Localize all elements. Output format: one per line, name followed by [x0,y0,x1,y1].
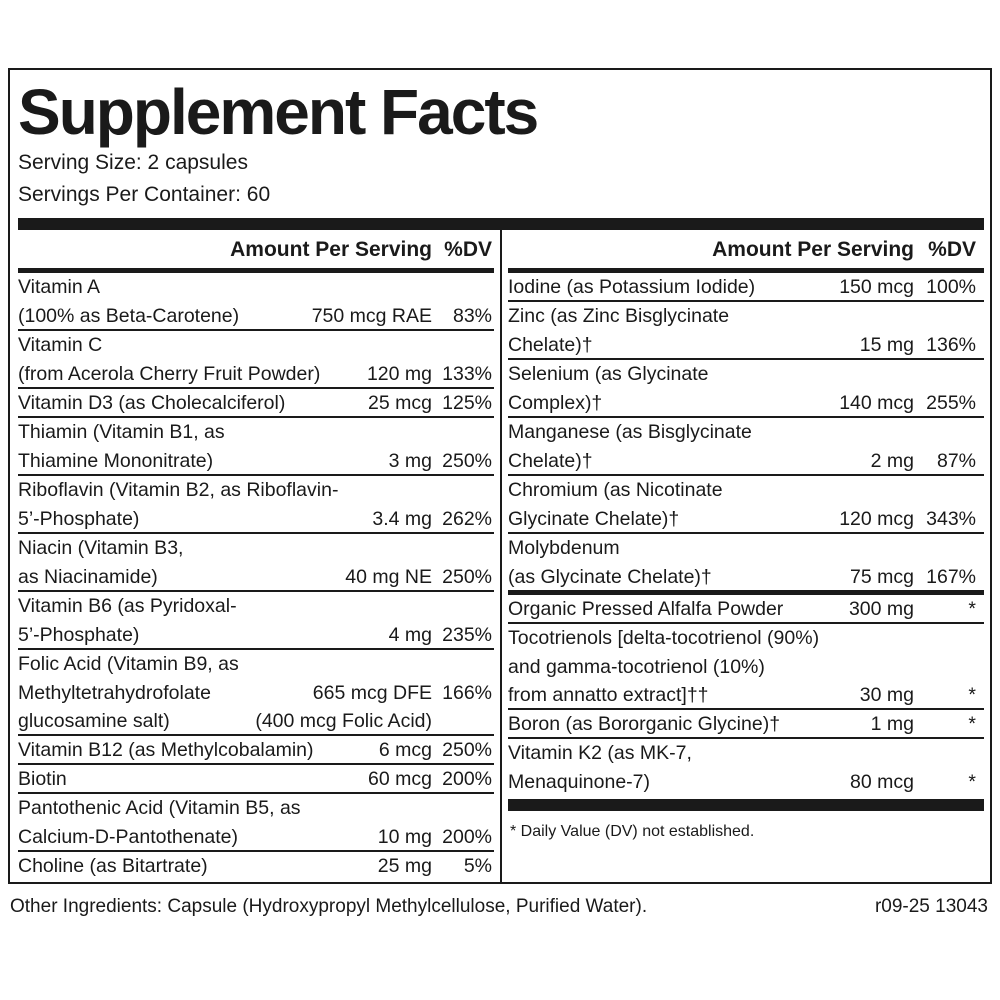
nutrient-name: Folic Acid (Vitamin B9, as [18,653,239,675]
nutrient-name: Pantothenic Acid (Vitamin B5, as [18,797,301,819]
nutrient-name: 5’-Phosphate) [18,507,140,530]
nutrient-dv: * [968,598,976,620]
nutrient-name: and gamma-tocotrienol (10%) [508,655,765,678]
right-column-header [508,236,984,268]
nutrient-amount: 665 mcg DFE [312,681,432,704]
nutrient-name: Manganese (as Bisglycinate [508,421,752,443]
nutrient-name: Calcium-D-Pantothenate) [18,825,239,848]
nutrient-name: Iodine (as Potassium Iodide) [508,276,756,298]
nutrient-name: Choline (as Bitartrate) [18,855,208,877]
nutrient-name: Vitamin C [18,334,103,356]
nutrient-amount: 40 mg NE [345,565,432,588]
panel-title: Supplement Facts [18,76,538,148]
nutrient-name: Zinc (as Zinc Bisglycinate [508,305,730,327]
nutrient-row [18,794,494,852]
nutrient-dv: 167% [926,565,976,588]
nutrient-amount: 300 mg [848,598,914,620]
nutrient-name: 5’-Phosphate) [18,623,140,646]
nutrient-amount: 3 mg [388,449,432,472]
nutrient-amount: 3.4 mg [372,507,432,530]
nutrient-name: (from Acerola Cherry Fruit Powder) [18,362,321,385]
nutrient-name: Riboflavin (Vitamin B2, as Riboflavin- [18,479,339,501]
nutrient-amount: 120 mg [366,362,432,385]
dv-header: %DV [444,238,492,261]
nutrient-name: as Niacinamide) [18,565,158,588]
nutrient-dv: 235% [442,623,492,646]
nutrient-row [508,273,984,302]
nutrient-dv: 100% [926,276,976,298]
column-divider [500,218,502,882]
nutrient-amount: 750 mcg RAE [311,304,432,327]
dv-header: %DV [928,238,976,261]
nutrient-dv: 255% [926,391,976,414]
nutrient-name: Vitamin B6 (as Pyridoxal- [18,595,237,617]
nutrient-row [18,592,494,650]
left-column-header [18,236,494,268]
nutrient-row [508,534,984,592]
serving-size: Serving Size: 2 capsules [18,151,248,174]
nutrient-dv: 250% [442,565,492,588]
nutrient-amount: 75 mcg [850,565,914,588]
nutrient-name: Organic Pressed Alfalfa Powder [508,598,784,620]
nutrient-name: Tocotrienols [delta-tocotrienol (90%) [508,627,820,649]
product-code: r09-25 13043 [874,896,988,917]
nutrient-amount: 15 mg [859,333,914,356]
nutrient-dv: 166% [442,681,492,704]
nutrient-name: Vitamin B12 (as Methylcobalamin) [18,739,314,761]
nutrient-amount: 120 mcg [839,507,914,530]
nutrient-dv: 250% [442,449,492,472]
nutrient-name: glucosamine salt) [18,710,170,733]
nutrient-dv: 262% [442,507,492,530]
nutrient-name: (100% as Beta-Carotene) [18,304,240,327]
nutrient-row [18,852,494,881]
nutrient-amount: 80 mcg [850,770,914,793]
nutrient-name: Vitamin A [18,276,101,298]
nutrient-name: (as Glycinate Chelate)† [508,565,712,588]
nutrient-dv: * [968,684,976,707]
nutrient-name: Methyltetrahydrofolate [18,681,211,704]
nutrient-row [18,650,494,736]
nutrient-amount: 4 mg [388,623,432,646]
nutrient-name: Vitamin K2 (as MK-7, [508,742,692,764]
nutrient-row [18,534,494,592]
nutrient-dv: 5% [463,855,492,877]
nutrient-dv: 200% [442,768,492,790]
nutrient-dv: 125% [442,392,492,414]
nutrient-row [508,739,984,797]
nutrient-dv: 87% [936,449,976,472]
nutrient-row [18,765,494,794]
servings-per-container: Servings Per Container: 60 [18,183,271,206]
supplement-facts-panel [8,68,992,884]
amount-per-serving-header: Amount Per Serving [712,238,914,261]
nutrient-row [508,624,984,710]
nutrient-name: Boron (as Bororganic Glycine)† [508,713,781,735]
nutrient-dv: 200% [442,825,492,848]
nutrient-amount: 2 mg [870,449,914,472]
nutrient-amount: 30 mg [859,684,914,707]
nutrient-name: Niacin (Vitamin B3, [18,537,184,559]
nutrient-row [18,736,494,765]
nutrient-row [508,476,984,534]
nutrient-name: Molybdenum [508,537,620,559]
nutrient-name: Chelate)† [508,333,593,356]
nutrient-row [18,418,494,476]
nutrient-row [508,360,984,418]
nutrient-name: Selenium (as Glycinate [508,363,709,385]
nutrient-row [508,418,984,476]
nutrient-row [18,476,494,534]
nutrient-name: Complex)† [508,391,603,414]
nutrient-amount: 60 mcg [368,768,432,790]
nutrient-dv: 250% [442,739,492,761]
nutrient-note: (400 mcg Folic Acid) [255,710,432,733]
nutrient-dv: 83% [452,304,492,327]
nutrient-amount: 10 mg [377,825,432,848]
daily-value-footnote: * Daily Value (DV) not established. [510,823,755,840]
amount-per-serving-header: Amount Per Serving [230,238,432,261]
nutrient-dv: 133% [442,362,492,385]
nutrient-row [18,389,494,418]
nutrient-name: Chromium (as Nicotinate [508,479,723,501]
nutrient-dv: * [968,713,976,735]
nutrient-name: Menaquinone-7) [508,770,651,793]
nutrient-amount: 150 mcg [839,276,914,298]
nutrient-row [508,595,984,624]
bottom-thick-bar [508,799,984,811]
nutrient-name: Vitamin D3 (as Cholecalciferol) [18,392,286,414]
nutrient-amount: 25 mg [377,855,432,877]
nutrient-dv: 343% [926,507,976,530]
nutrient-amount: 1 mg [870,713,914,735]
nutrient-name: from annatto extract]†† [508,684,709,707]
other-ingredients: Other Ingredients: Capsule (Hydroxypropyl Methylcellulose, Purified Water). [10,896,648,917]
nutrient-row [508,302,984,360]
nutrient-name: Thiamin (Vitamin B1, as [18,421,225,443]
nutrient-row [508,710,984,739]
nutrient-amount: 25 mcg [368,392,432,414]
nutrient-name: Thiamine Mononitrate) [18,449,214,472]
nutrient-name: Glycinate Chelate)† [508,507,680,530]
nutrient-name: Biotin [18,768,67,790]
nutrient-dv: 136% [926,333,976,356]
nutrient-name: Chelate)† [508,449,593,472]
nutrient-dv: * [968,770,976,793]
nutrient-row [18,331,494,389]
nutrient-amount: 6 mcg [378,739,432,761]
nutrient-amount: 140 mcg [839,391,914,414]
nutrient-row [18,273,494,331]
